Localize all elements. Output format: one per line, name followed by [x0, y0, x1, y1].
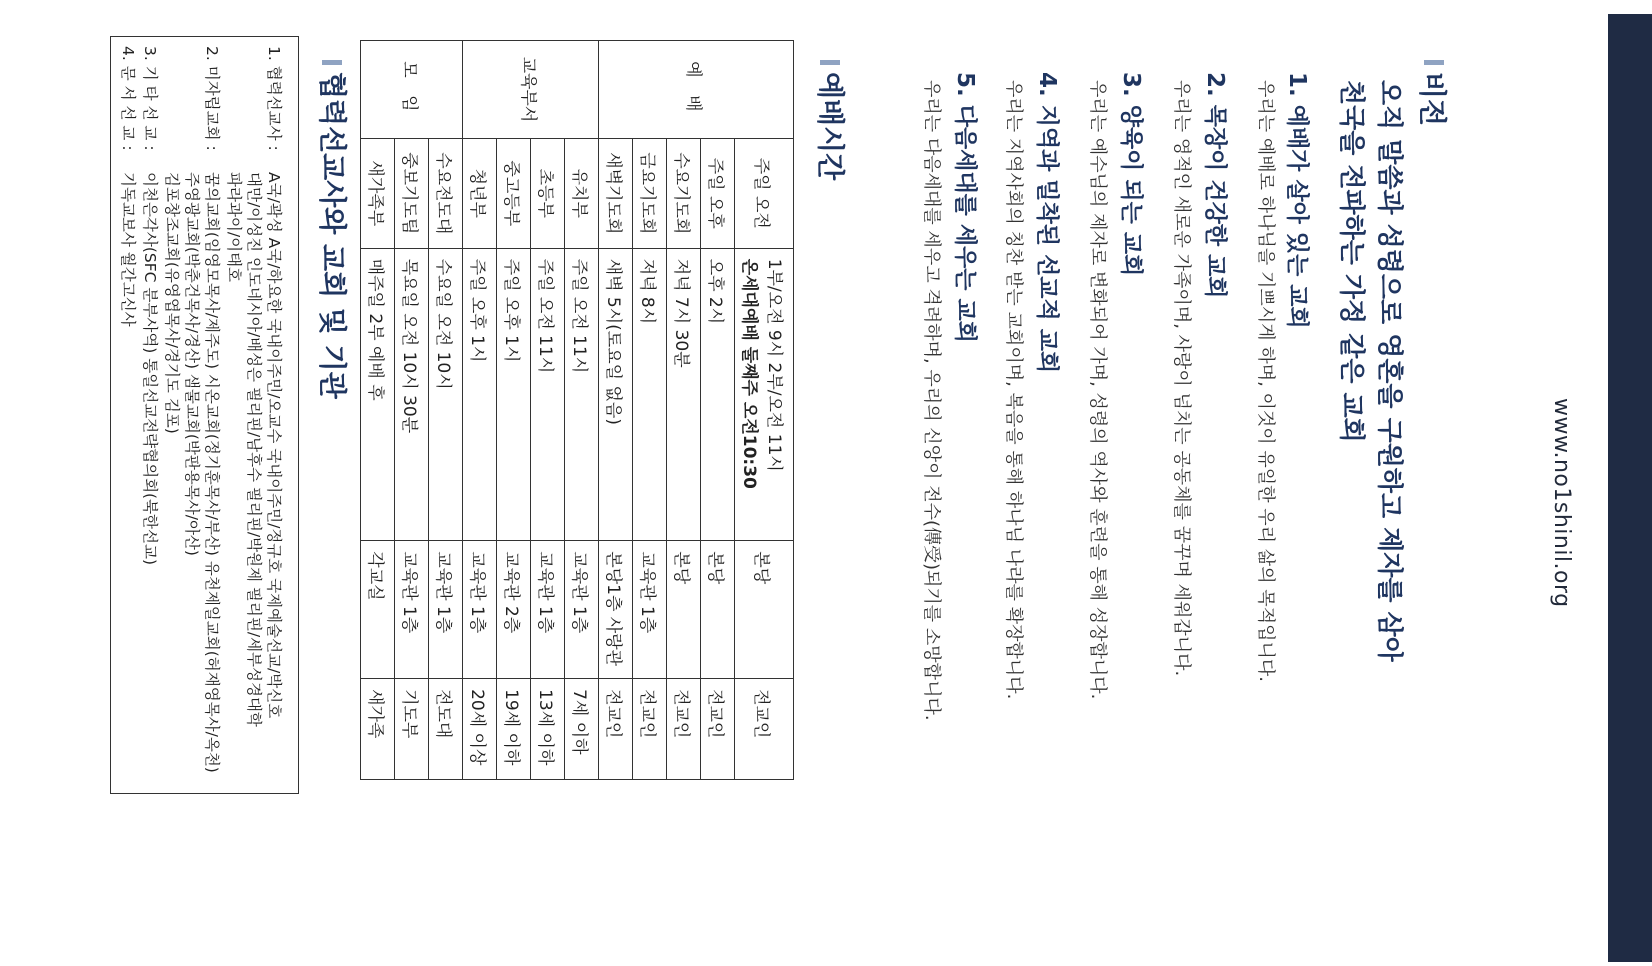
- table-row: [565, 41, 599, 780]
- table-row: [497, 41, 531, 780]
- vision-title: 비전: [1416, 72, 1449, 127]
- partner-text: 대만/이성진 인도네시아/배성은 필리핀/남후수 필리핀/박원제 필리핀/세부성경대학: [245, 172, 263, 727]
- table-cell: 교육관 1층: [463, 541, 497, 679]
- table-cell: 수요기도회: [667, 138, 701, 248]
- website-url: www.no1shinil.org: [1549, 398, 1574, 608]
- table-cell-line: 1부/오전 9시 2부/오전 11시: [764, 258, 784, 472]
- table-cell: 중보기도팀: [395, 138, 429, 248]
- partner-label: 3. 기 타 선 교 :: [141, 46, 159, 151]
- worship-schedule-table: [360, 40, 794, 780]
- table-cell: 전교인: [667, 679, 701, 780]
- table-cell: 전교인: [599, 679, 633, 780]
- partners-title: 협력선교사와 교회 및 기관: [316, 72, 349, 399]
- partner-text: 꿈의교회(임영모목사/제주도) 시온교회(정기훈목사/부산) 유천제일교회(허재영목사/옥천): [203, 172, 221, 773]
- partner-text: 기독교보사 월간고신사: [119, 172, 137, 327]
- table-cell: 금요기도회: [633, 138, 667, 248]
- worship-title: 예배시간: [814, 72, 847, 181]
- table-cell: 매주일 2부 예배 후: [361, 248, 395, 541]
- section-marker: [1424, 60, 1444, 65]
- table-cell: 주일 오후 1시: [463, 248, 497, 541]
- table-cell: 수요일 오전 10시: [429, 248, 463, 541]
- partner-text: 이천은각사(SFC 분부사역) 통일선교전략협의회(북한선교): [141, 172, 159, 566]
- vision-text-4: 우리는 지역사회의 칭찬 받는 교회이며, 복음을 통해 하나님 나라를 확장합니다.: [1003, 80, 1024, 700]
- table-cell: 저녁 7시 30분: [667, 248, 701, 541]
- table-row: [463, 41, 497, 780]
- table-cell: 교육관 1층: [531, 541, 565, 679]
- table-cell: 본당: [667, 541, 701, 679]
- table-row: [361, 41, 395, 780]
- table-cell: 중고등부: [497, 138, 531, 248]
- table-cell: 교육관 1층: [395, 541, 429, 679]
- partner-text: 파라과이/이태호: [225, 172, 243, 283]
- vision-statement-1: 오직 말씀과 성령으로 영혼을 구원하고 제자를 삼아: [1374, 80, 1404, 662]
- table-cell: 주일 오전: [735, 138, 794, 248]
- table-cell: 본당: [735, 541, 794, 679]
- table-cell: 저녁 8시: [633, 248, 667, 541]
- table-cell: 초등부: [531, 138, 565, 248]
- table-cell: 본당: [701, 541, 735, 679]
- section-marker: [322, 60, 342, 65]
- vision-heading-1: 1. 예배가 살아 있는 교회: [1284, 72, 1310, 329]
- table-cell: 주일 오후 1시: [497, 248, 531, 541]
- table-cell: 전교인: [633, 679, 667, 780]
- table-row: [667, 41, 701, 780]
- table-cell: 전도대: [429, 679, 463, 780]
- group-label-meetings: 모 임: [361, 41, 463, 139]
- vision-text-1: 우리는 예배로 하나님을 기쁘시게 하며, 이것이 유일한 우리 삶의 목적입니다.: [1255, 80, 1276, 682]
- table-cell: 20세 이상: [463, 679, 497, 780]
- table-cell: 새가족부: [361, 138, 395, 248]
- vision-heading-4: 4. 지역과 밀착된 선교적 교회: [1034, 72, 1060, 374]
- vision-statement-2: 천국을 전파하는 가정 같은 교회: [1336, 80, 1366, 443]
- partner-text: 김포창조교회(유영엽목사/경기도 김포): [163, 172, 181, 434]
- table-cell: 수요전도대: [429, 138, 463, 248]
- table-cell: 목요일 오전 10시 30분: [395, 248, 429, 541]
- table-cell: 각교실: [361, 541, 395, 679]
- table-cell: 기도부: [395, 679, 429, 780]
- group-label-education: 교육부서: [463, 41, 599, 139]
- partner-text: A국/곽성 A국/하요한 국내이주민/오교수 국내이주민/정규호 국제예술선교/박신호: [265, 172, 283, 719]
- table-cell: 새벽 5시(토요일 없음): [599, 248, 633, 541]
- table-cell: 13세 이하: [531, 679, 565, 780]
- table-cell: 전교인: [735, 679, 794, 780]
- table-cell: 새벽기도회: [599, 138, 633, 248]
- vision-text-3: 우리는 예수님의 제자로 변화되어 가며, 성령의 역사와 훈련을 통해 성장합니다.: [1087, 80, 1108, 700]
- table-cell-line: 온세대예배 둘째주 오전10:30: [739, 258, 759, 489]
- table-cell: 주일 오후: [701, 138, 735, 248]
- table-row: [429, 41, 463, 780]
- table-cell: 청년부: [463, 138, 497, 248]
- vision-text-2: 우리는 영적인 새로운 가족이며, 사랑이 넘치는 공동체를 꿈꾸며 세워갑니다.: [1171, 80, 1192, 677]
- table-cell: 교육관 1층: [429, 541, 463, 679]
- group-label-worship: 예 배: [599, 41, 794, 139]
- table-cell: 전교인: [701, 679, 735, 780]
- vision-heading-5: 5. 다음세대를 세우는 교회: [952, 72, 978, 343]
- partner-text: 주영광교회(박춘건목사/경산) 샘물교회(박판용목사/아산): [183, 172, 201, 556]
- table-cell: 오후 2시: [701, 248, 735, 541]
- table-cell: 교육관 2층: [497, 541, 531, 679]
- table-cell: 7세 이하: [565, 679, 599, 780]
- table-cell: 유치부: [565, 138, 599, 248]
- table-row: [701, 41, 735, 780]
- partner-label: 4. 문 서 선 교 :: [119, 46, 137, 151]
- table-cell: 본당1층 사랑관: [599, 541, 633, 679]
- table-cell: 주일 오전 11시: [565, 248, 599, 541]
- table-cell: 교육관 1층: [633, 541, 667, 679]
- partner-label: 2. 미자립교회 :: [203, 46, 221, 151]
- table-row: [395, 41, 429, 780]
- table-row: [735, 41, 794, 780]
- table-row: [633, 41, 667, 780]
- partner-label: 1. 협력선교사 :: [265, 46, 283, 151]
- table-cell: 19세 이하: [497, 679, 531, 780]
- vision-heading-2: 2. 목장이 건강한 교회: [1202, 72, 1228, 299]
- vision-text-5: 우리는 다음세대를 세우고 격려하며, 우리의 신앙이 전수(傳受)되기를 소망합니다.: [921, 80, 942, 721]
- table-cell: 새가족: [361, 679, 395, 780]
- table-cell: [735, 248, 794, 541]
- table-row: [531, 41, 565, 780]
- section-marker: [820, 60, 840, 65]
- table-row: [599, 41, 633, 780]
- table-cell: 교육관 1층: [565, 541, 599, 679]
- vision-heading-3: 3. 양육이 되는 교회: [1118, 72, 1144, 277]
- table-cell: 주일 오전 11시: [531, 248, 565, 541]
